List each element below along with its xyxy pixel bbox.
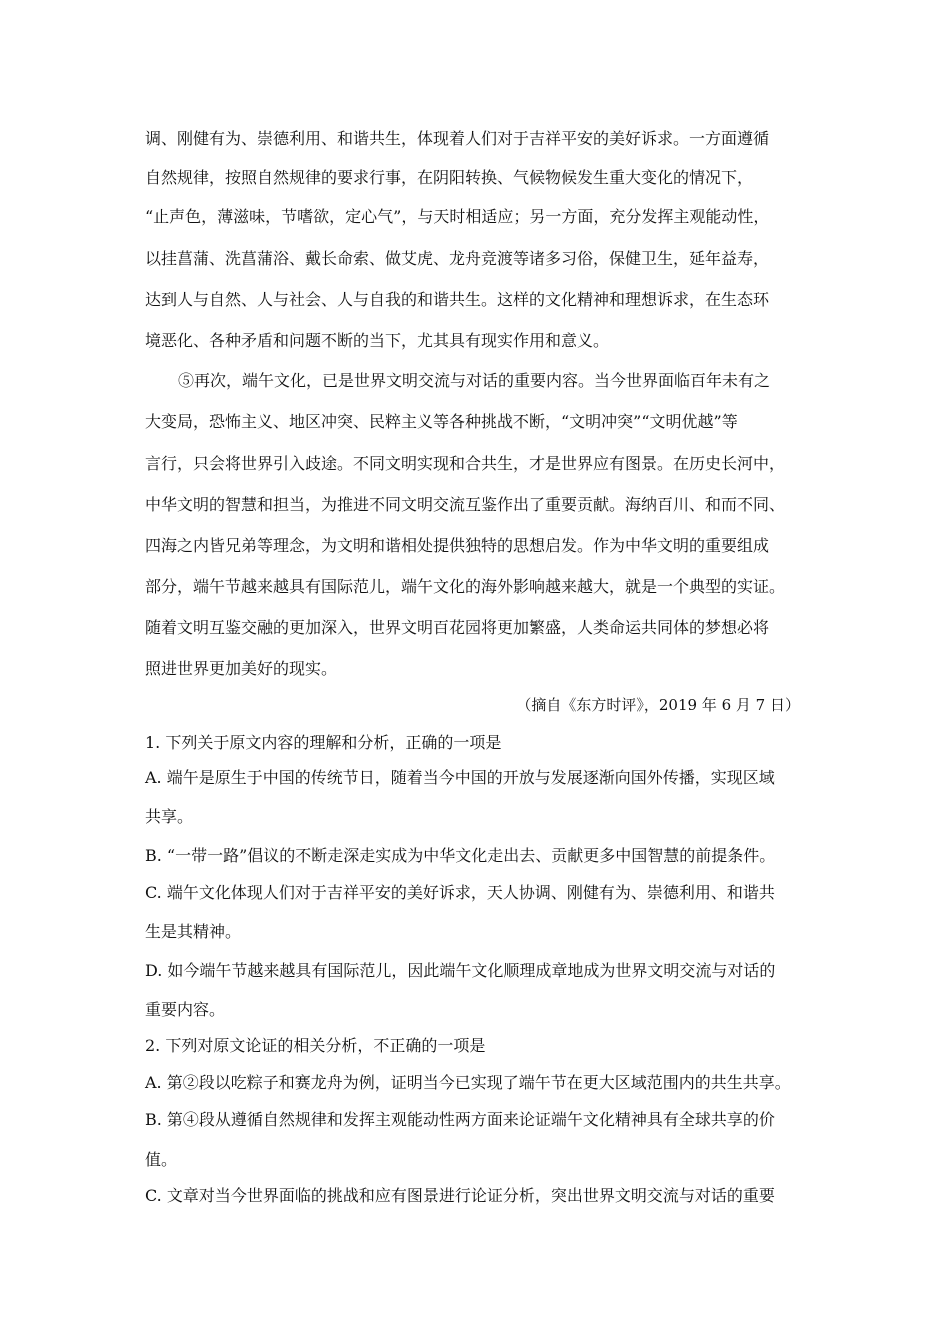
text-line: 以挂菖蒲、洗菖蒲浴、戴长命索、做艾虎、龙舟竞渡等诸多习俗，保健卫生，延年益寿，	[145, 249, 770, 268]
question-1-stem: 1. 下列关于原文内容的理解和分析，正确的一项是	[145, 733, 502, 752]
source-citation: （摘自《东方时评》，2019 年 6 月 7 日）	[516, 696, 800, 714]
question-2-option-a: A. 第②段以吃粽子和赛龙舟为例，证明当今已实现了端午节在更大区域范围内的共生共享。	[145, 1073, 791, 1092]
question-1-option-d-cont: 重要内容。	[145, 1000, 226, 1019]
text-line: 中华文明的智慧和担当，为推进不同文明交流互鉴作出了重要贡献。海纳百川、和而不同、	[145, 495, 786, 514]
text-line: ⑤再次，端午文化，已是世界文明交流与对话的重要内容。当今世界面临百年未有之	[178, 371, 771, 390]
question-1-option-b: B. “一带一路”倡议的不断走深走实成为中华文化走出去、贡献更多中国智慧的前提条件。	[145, 846, 776, 865]
text-line: 照进世界更加美好的现实。	[145, 659, 338, 678]
text-line: 自然规律，按照自然规律的要求行事，在阴阳转换、气候物候发生重大变化的情况下，	[145, 168, 754, 187]
question-2-stem: 2. 下列对原文论证的相关分析，不正确的一项是	[145, 1036, 486, 1055]
text-line: 言行，只会将世界引入歧途。不同文明实现和合共生，才是世界应有图景。在历史长河中，	[145, 454, 786, 473]
question-1-option-c: C. 端午文化体现人们对于吉祥平安的美好诉求，天人协调、刚健有为、崇德利用、和谐共	[145, 883, 775, 902]
text-line: 达到人与自然、人与社会、人与自我的和谐共生。这样的文化精神和理想诉求，在生态环	[145, 290, 770, 309]
question-1-option-c-cont: 生是其精神。	[145, 922, 242, 941]
text-line: “止声色，薄滋味，节嗜欲，定心气”，与天时相适应；另一方面，充分发挥主观能动性，	[145, 207, 770, 226]
text-line: 部分，端午节越来越具有国际范儿，端午文化的海外影响越来越大，就是一个典型的实证。	[145, 577, 786, 596]
question-2-option-b-cont: 值。	[145, 1150, 178, 1169]
text-line: 境恶化、各种矛盾和问题不断的当下，尤其具有现实作用和意义。	[145, 331, 610, 350]
question-2-option-c: C. 文章对当今世界面临的挑战和应有图景进行论证分析，突出世界文明交流与对话的重要	[145, 1186, 775, 1205]
question-1-option-a: A. 端午是原生于中国的传统节日，随着当今中国的开放与发展逐渐向国外传播，实现区域	[145, 768, 775, 787]
question-1-option-d: D. 如今端午节越来越具有国际范儿，因此端午文化顺理成章地成为世界文明交流与对话的	[145, 961, 776, 980]
text-line: 随着文明互鉴交融的更加深入，世界文明百花园将更加繁盛，人类命运共同体的梦想必将	[145, 618, 770, 637]
text-line: 大变局，恐怖主义、地区冲突、民粹主义等各种挑战不断，“文明冲突”“文明优越”等	[145, 412, 738, 431]
question-2-option-b: B. 第④段从遵循自然规律和发挥主观能动性两方面来论证端午文化精神具有全球共享的价	[145, 1110, 775, 1129]
question-1-option-a-cont: 共享。	[145, 807, 194, 826]
text-line: 调、刚健有为、崇德利用、和谐共生，体现着人们对于吉祥平安的美好诉求。一方面遵循	[145, 129, 770, 148]
text-line: 四海之内皆兄弟等理念，为文明和谐相处提供独特的思想启发。作为中华文明的重要组成	[145, 536, 770, 555]
